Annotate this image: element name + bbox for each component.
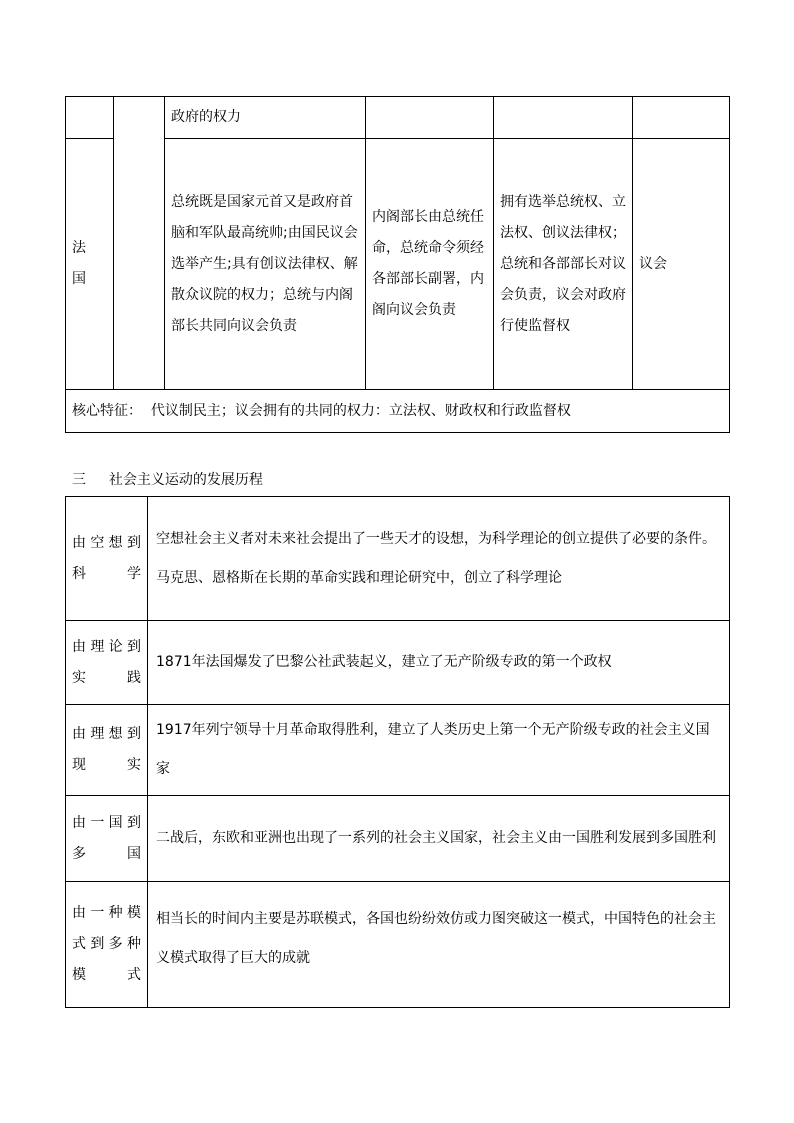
country-cell-france — [66, 139, 114, 390]
table-row — [66, 882, 730, 1008]
row-label: 由一国到多国 — [66, 796, 148, 882]
body-cell: 议会 — [633, 139, 730, 390]
table-row — [66, 796, 730, 882]
row-content: 1871年法国爆发了巴黎公社武装起义，建立了无产阶级专政的第一个政权 — [148, 621, 730, 705]
section-number: 三 — [72, 472, 86, 488]
row-content: 空想社会主义者对未来社会提出了一些天才的设想，为科学理论的创立提供了必要的条件。马克思、恩格斯在长期的革命实践和理论研究中，创立了科学理论 — [148, 497, 730, 621]
row-content: 二战后，东欧和亚洲也出现了一系列的社会主义国家，社会主义由一国胜利发展到多国胜利 — [148, 796, 730, 882]
country-cell — [66, 97, 114, 139]
table-row — [66, 497, 730, 621]
socialism-history-table — [65, 496, 730, 1008]
row-content: 1917年列宁领导十月革命取得胜利，建立了人类历史上第一个无产阶级专政的社会主义国家 — [148, 705, 730, 796]
table-row — [66, 621, 730, 705]
country-char: 国 — [72, 271, 86, 287]
row-label: 由理论到实践 — [66, 621, 148, 705]
core-features: 核心特征： 代议制民主；议会拥有的共同的权力：立法权、财政权和行政监督权 — [66, 390, 730, 433]
section-heading — [72, 470, 263, 490]
table-row — [66, 705, 730, 796]
row-label: 由空想到科学 — [66, 497, 148, 621]
empty-cell — [366, 97, 494, 139]
table-row — [66, 139, 730, 390]
country-char: 法 — [72, 240, 86, 256]
merged-cell — [114, 97, 165, 390]
table-row — [66, 390, 730, 433]
row-content: 相当长的时间内主要是苏联模式，各国也纷纷效仿或力图突破这一模式，中国特色的社会主义模式取得了巨大的成就 — [148, 882, 730, 1008]
section-title: 社会主义运动的发展历程 — [108, 472, 263, 488]
empty-cell — [633, 97, 730, 139]
table-row — [66, 97, 730, 139]
parliament-power-cell: 拥有选举总统权、立法权、创议法律权；总统和各部部长对议会负责，议会对政府行使监督权 — [494, 139, 633, 390]
comparison-table — [65, 96, 730, 433]
president-cell: 总统既是国家元首又是政府首脑和军队最高统帅;由国民议会选举产生;具有创议法律权、解散众议院的权力；总统与内阁部长共同向议会负责 — [165, 139, 366, 390]
empty-cell — [494, 97, 633, 139]
cabinet-cell: 内阁部长由总统任命，总统命令须经各部部长副署，内阁向议会负责 — [366, 139, 494, 390]
row-label: 由一种模式到多种模式 — [66, 882, 148, 1008]
power-cell: 政府的权力 — [165, 97, 366, 139]
row-label: 由理想到现实 — [66, 705, 148, 796]
